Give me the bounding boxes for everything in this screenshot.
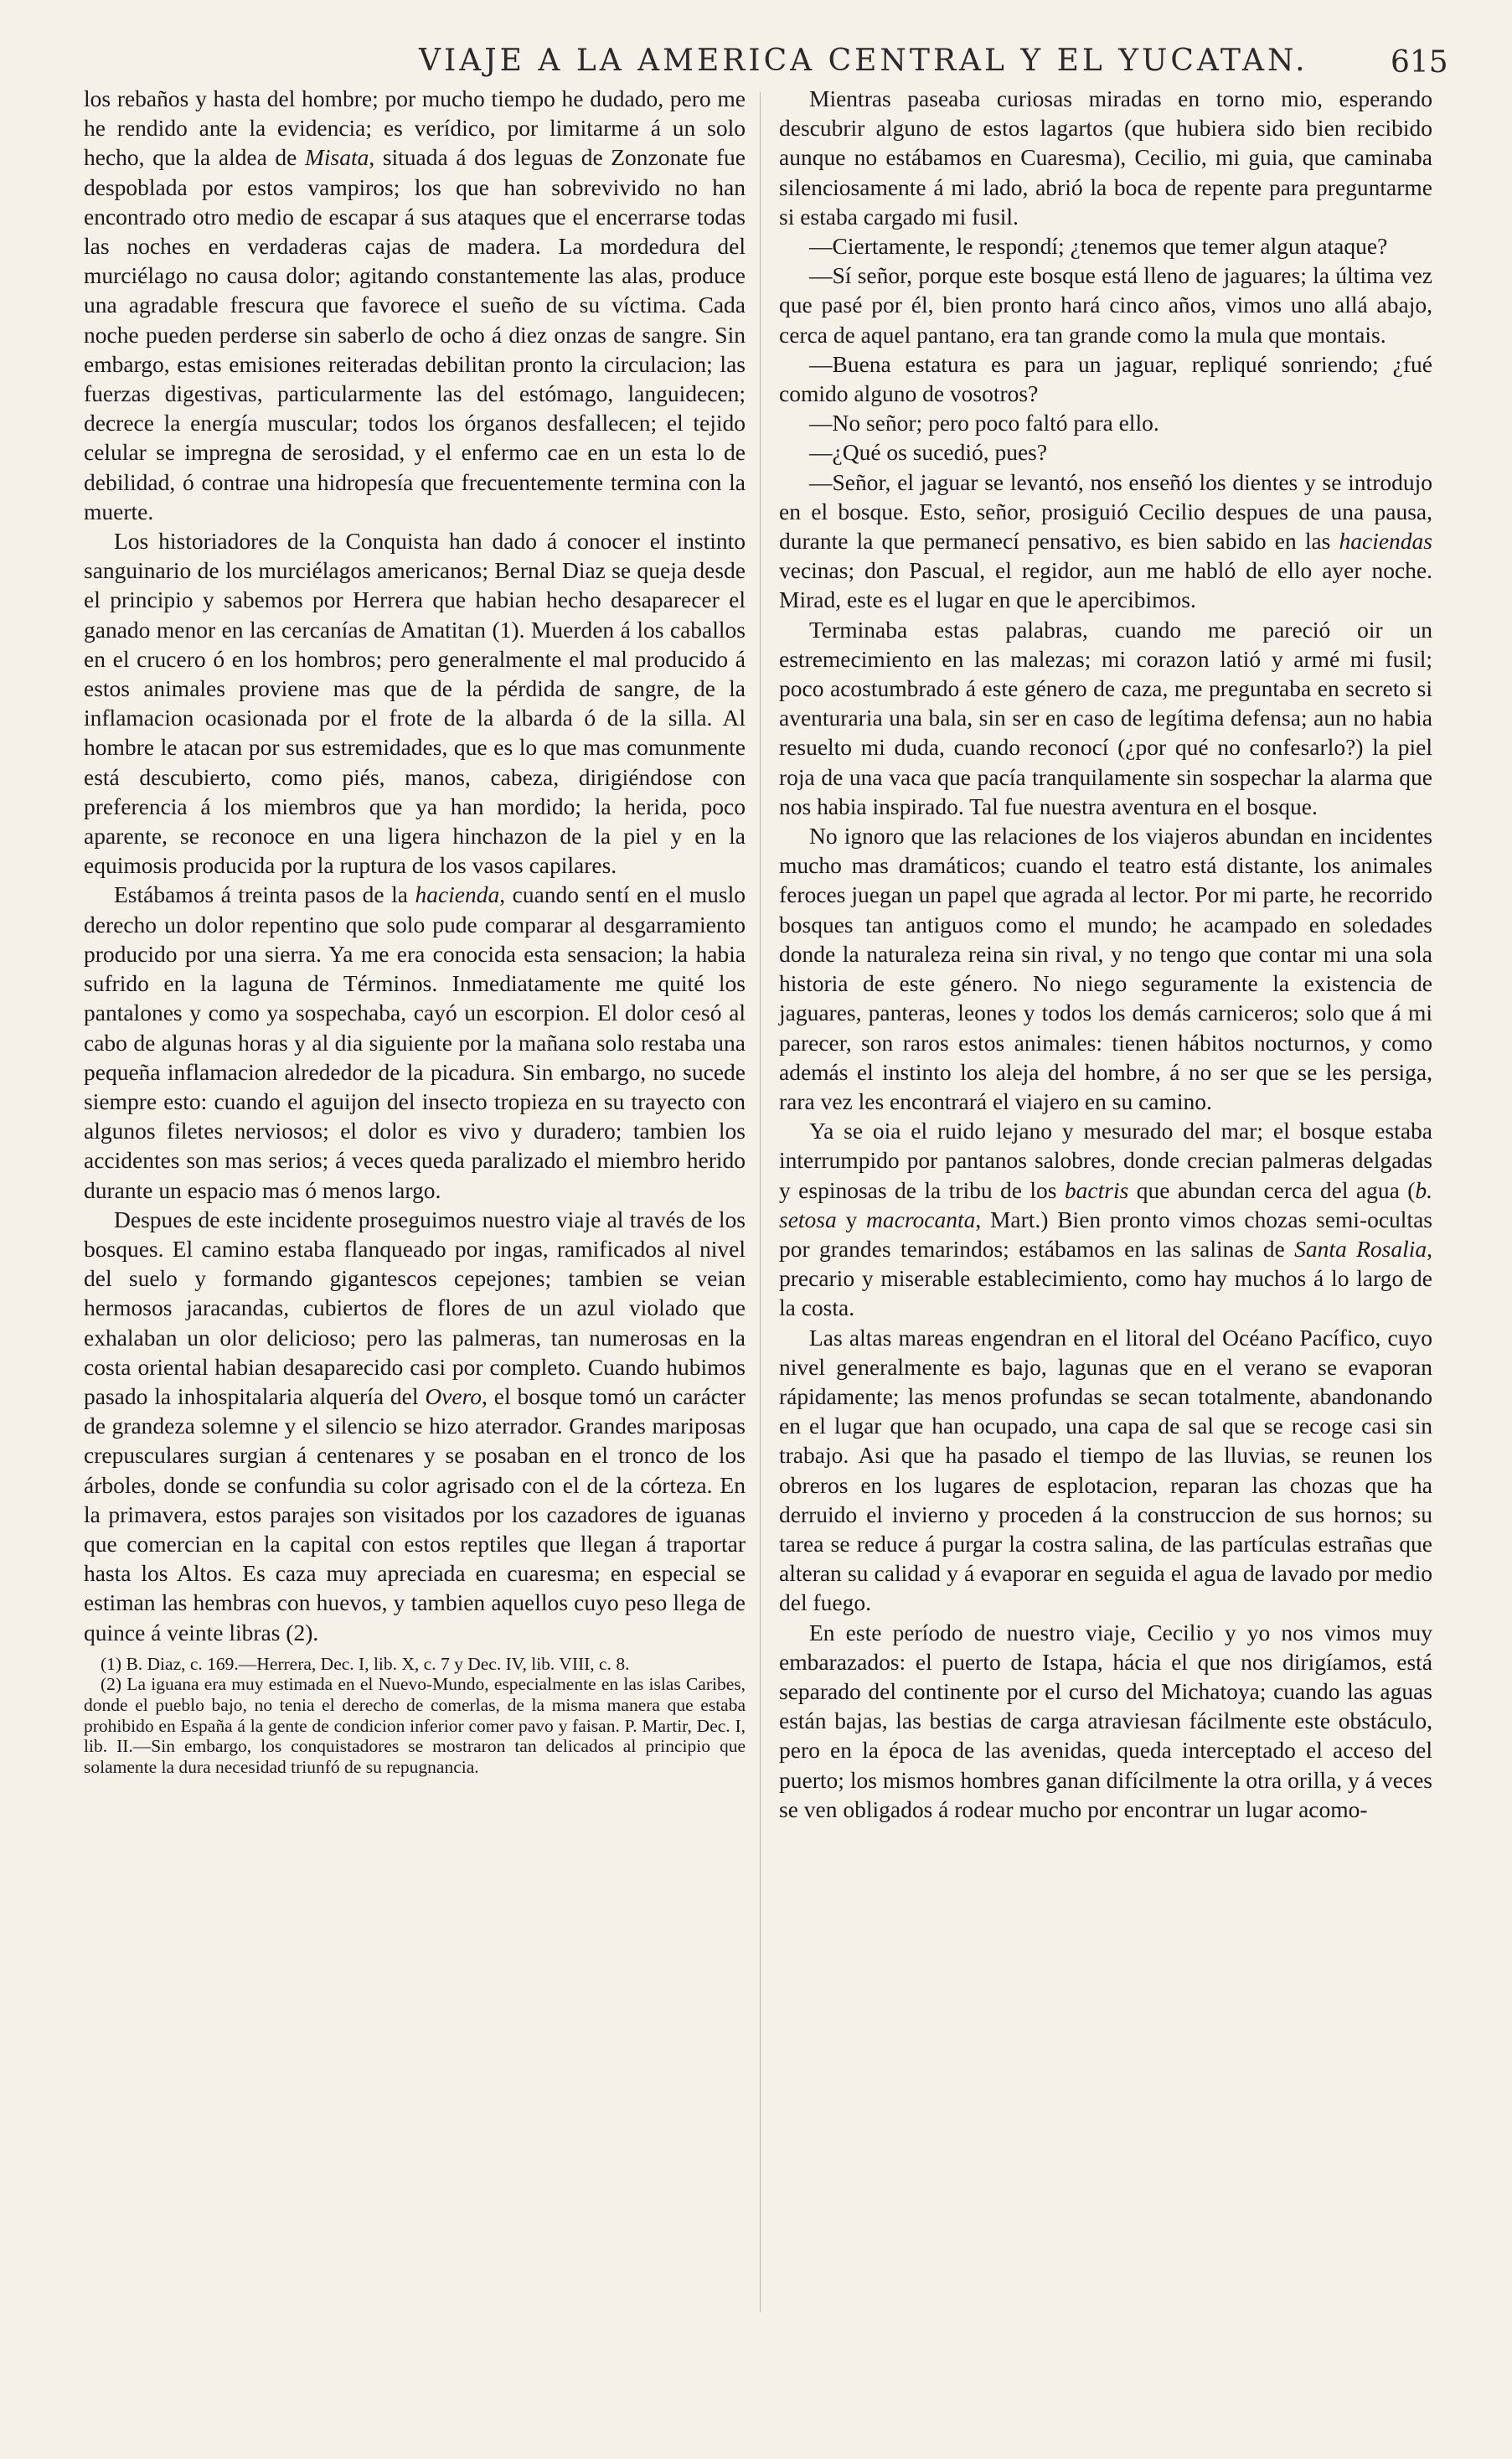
italic-place-name: Overo [425,1382,482,1409]
paragraph [84,1205,746,1647]
right-column [779,84,1432,1824]
text-run: Estábamos á treinta pasos de la [114,881,415,908]
text-run: , Mart.) Bien pronto vimos chozas semi-ocultas por grandes temarindos; estábamos en las salinas de [779,1206,1432,1262]
paragraph [84,880,746,1204]
paragraph: Los historiadores de la Conquista han dado á conocer el instinto sanguinario de los murciélagos americanos; Bernal Diaz se queja desde el principio y sabemos por Herrera que habian hecho desaparecer el ganado menor en las cercanías de Amatitan (1). Muerden á los caballos en el crucero ó en los hombros; pero generalmente el mal producido á estos animales proviene mas que de la pérdida de sangre, de la inflamacion ocasionada por el frote de la albarda ó de la silla. Al hombre le atacan por sus estremidades, que es lo que mas comunmente está descubierto, como piés, manos, cabeza, dirigiéndose con preferencia á los miembros que ya han mordido; la herida, poco aparente, se reconoce en una ligera hinchazon de la piel y en la equimosis producida por la ruptura de los vasos capilares. [84,528,746,879]
paragraph: —Ciertamente, le respondí; ¿tenemos que temer algun ataque? [809,233,1388,260]
italic-term: haciendas [1339,528,1432,555]
paragraph: —Sí señor, porque este bosque está lleno de jaguares; la última vez que pasé por él, bien pronto hará cinco años, vimos uno allá abajo, cerca de aquel pantano, era tan grande como la mula que montais. [779,262,1432,348]
text-run: Ya se oia el ruido lejano y mesurado del mar; el bosque estaba interrumpido por pantanos salobres, donde crecian palmeras delgadas y espinosas de la tribu de los [779,1118,1432,1203]
running-header [0,40,1512,84]
left-column [84,84,746,1777]
italic-species: macrocanta [866,1206,976,1232]
paragraph: En este período de nuestro viaje, Cecilio y yo nos vimos muy embarazados: el puerto de Istapa, hácia el que nos dirigíamos, está separado del continente por el curso del Michatoya; cuando las aguas están bajas, las bestias de carga atraviesan fácilmente este obstáculo, pero en la época de las avenidas, queda interceptado el acceso del puerto; los mismos hombres ganan difícilmente la otra orilla, y á veces se ven obligados á rodear mucho por encontrar un lugar acomo- [779,1619,1432,1822]
paragraph: Las altas mareas engendran en el litoral del Océano Pacífico, cuyo nivel generalmente es bajo, lagunas que en el verano se evaporan rápidamente; las menos profundas se secan totalmente, abandonando en el lugar que han ocupado, una capa de sal que se recoge casi sin trabajo. Asi que ha pasado el tiempo de las lluvias, se reunen los obreros en los lugares de esplotacion, reparan las chozas que ha derruido el invierno y proceden á la construccion de sus hornos; su tarea se reduce á purgar la costra salina, de las partículas estrañas que alteran su calidad y á evaporar en seguida el agua de lavado por medio del fuego. [779,1324,1432,1616]
paragraph [84,84,746,526]
italic-place-name: Misata [304,144,369,171]
text-run: que abundan cerca del agua ( [1128,1176,1416,1203]
footnotes [84,1654,746,1778]
running-title: VIAJE A LA AMERICA CENTRAL Y EL YUCATAN. [419,44,1308,78]
text-run: los rebaños y hasta del hombre; por mucho tiempo he dudado, pero me he rendido ante la evidencia; es verídico, por limitarme á un solo hecho, que la aldea de [84,85,746,171]
text-run: y [836,1206,866,1232]
paragraph: —No señor; pero poco faltó para ello. [809,410,1159,437]
paragraph [779,1116,1432,1322]
footnote: (2) La iguana era muy estimada en el Nuevo-Mundo, especialmente en las islas Caribes, donde el pueblo bajo, no tenia el derecho de comerlas, de la misma manera que estaba prohibido en España á la gente de condicion inferior comer pavo y faisan. P. Martir, Dec. I, lib. II.—Sin embargo, los conquistadores se mostraron tan delicados al principio que solamente la dura necesidad triunfó de su repugnancia. [84,1674,746,1777]
italic-species: b. setosa [779,1176,1432,1232]
italic-place-name: Santa Rosalia [1294,1235,1427,1262]
text-run: —Señor, el jaguar se levantó, nos enseñó los dientes y se introdujo en el bosque. Esto, señor, prosiguió Cecilio despues de una pausa, durante la que permanecí pensativo, es bien sabido en las [779,468,1432,555]
text-run: vecinas; don Pascual, el regidor, aun me habló de ello ayer noche. Mirad, este es el lugar en que le apercibimos. [779,557,1432,613]
page-number: 615 [1391,45,1448,80]
paragraph: Mientras paseaba curiosas miradas en torno mio, esperando descubrir alguno de estos lagartos (que hubiera sido bien recibido aunque no estábamos en Cuaresma), Cecilio, mi guia, que caminaba silenciosamente á mi lado, abrió la boca de repente para preguntarme si estaba cargado mi fusil. [779,85,1432,230]
text-run: Despues de este incidente proseguimos nuestro viaje al través de los bosques. El camino estaba flanqueado por ingas, ramificados al nivel del suelo y formando gigantescos cepejones; tambien se veian hermosos jaracandas, cubiertos de flores de un azul violado que exhalaban un olor delicioso; pero las palmeras, tan numerosas en la costa oriental habian desaparecido casi por completo. Cuando hubimos pasado la inhospitalaria alquería del [84,1206,746,1409]
paragraph: —¿Qué os sucedió, pues? [809,439,1048,466]
column-divider [760,92,761,2312]
paragraph [779,468,1432,615]
text-run: , situada á dos leguas de Zonzonate fue despoblada por estos vampiros; los que han sobrevivido no han encontrado otro medio de escapar á sus ataques que el encerrarse todas las noches en verdaderas cajas de madera. La mordedura del murciélago no causa dolor; agitando constantemente las alas, produce una agradable frescura que favorece el sueño de su víctima. Cada noche pueden perderse sin saberlo de ocho á diez onzas de sangre. Sin embargo, estas emisiones reiteradas debilitan pronto la circulacion; las fuerzas digestivas, particularmente las del estómago, languidecen; decrece la energía muscular; todos los órganos desfallecen; el tejido celular se impregna de serosidad, y el enfermo cae en un esta lo de debilidad, ó contrae una hidropesía que frecuentemente termina con la muerte. [84,144,746,524]
text-run: , cuando sentí en el muslo derecho un dolor repentino que solo pude comparar al desgarramiento producido por una sierra. Ya me era conocida esta sensacion; la habia sufrido en la laguna de Términos. Inmediatamente me quité los pantalones y como ya sospechaba, cayó un escorpion. El dolor cesó al cabo de algunas horas y al dia siguiente por la mañana solo restaba una pequeña inflamacion alrededor de la picadura. Sin embargo, no sucede siempre esto: cuando el aguijon del insecto tropieza en su trayecto con algunos filetes nerviosos; el dolor es vivo y duradero; tambien los accidentes son mas serios; á veces queda paralizado el miembro herido durante un espacio mas ó menos largo. [84,881,746,1203]
italic-term: hacienda [415,881,500,908]
paragraph: —Buena estatura es para un jaguar, repliqué sonriendo; ¿fué comido alguno de vosotros? [779,350,1432,407]
text-run: , el bosque tomó un carácter de grandeza solemne y el silencio se hizo aterrador. Grandes mariposas crepusculares surgian á centenares y se posaban en el tronco de los árboles, donde se confundia su color agrisado con el de la córteza. En la primavera, estos parajes son visitados por los cazadores de iguanas que comercian en la capital con estos reptiles que llegan á traportar hasta los Altos. Es caza muy apreciada en cuaresma; en especial se estiman las hembras con huevos, y tambien aquellos cuyo peso llega de quince á veinte libras (2). [84,1382,746,1645]
footnote: (1) B. Diaz, c. 169.—Herrera, Dec. I, lib. X, c. 7 y Dec. IV, lib. VIII, c. 8. [101,1653,630,1674]
text-run: , precario y miserable establecimiento, como hay muchos á lo largo de la costa. [779,1235,1433,1321]
paragraph: Terminaba estas palabras, cuando me pareció oir un estremecimiento en las malezas; mi corazon latió y armé mi fusil; poco acostumbrado á este género de caza, me preguntaba en secreto si aventuraria una bala, sin ser en caso de legítima defensa; aun no habia resuelto mi duda, cuando reconocí (¿por qué no confesarlo?) la piel roja de una vaca que pacía tranquilamente sin sospechar la alarma que nos habia inspirado. Tal fue nuestra aventura en el bosque. [779,616,1432,819]
paragraph: No ignoro que las relaciones de los viajeros abundan en incidentes mucho mas dramáticos; cuando el teatro está distante, los animales feroces juegan un papel que agrada al lector. Por mi parte, he recorrido bosques tan antiguos como el mundo; he acampado en soledades donde la naturaleza reina sin rival, y no tengo que contar mi una sola historia de este género. No niego seguramente la existencia de jaguares, panteras, leones y todos los demás carniceros; solo que á mi parecer, son raros estos animales: tienen hábitos nocturnos, y como además el instinto los aleja del hombre, á no ser que se les persiga, rara vez les encontrará el viajero en su camino. [779,823,1432,1114]
italic-genus: bactris [1064,1176,1129,1203]
